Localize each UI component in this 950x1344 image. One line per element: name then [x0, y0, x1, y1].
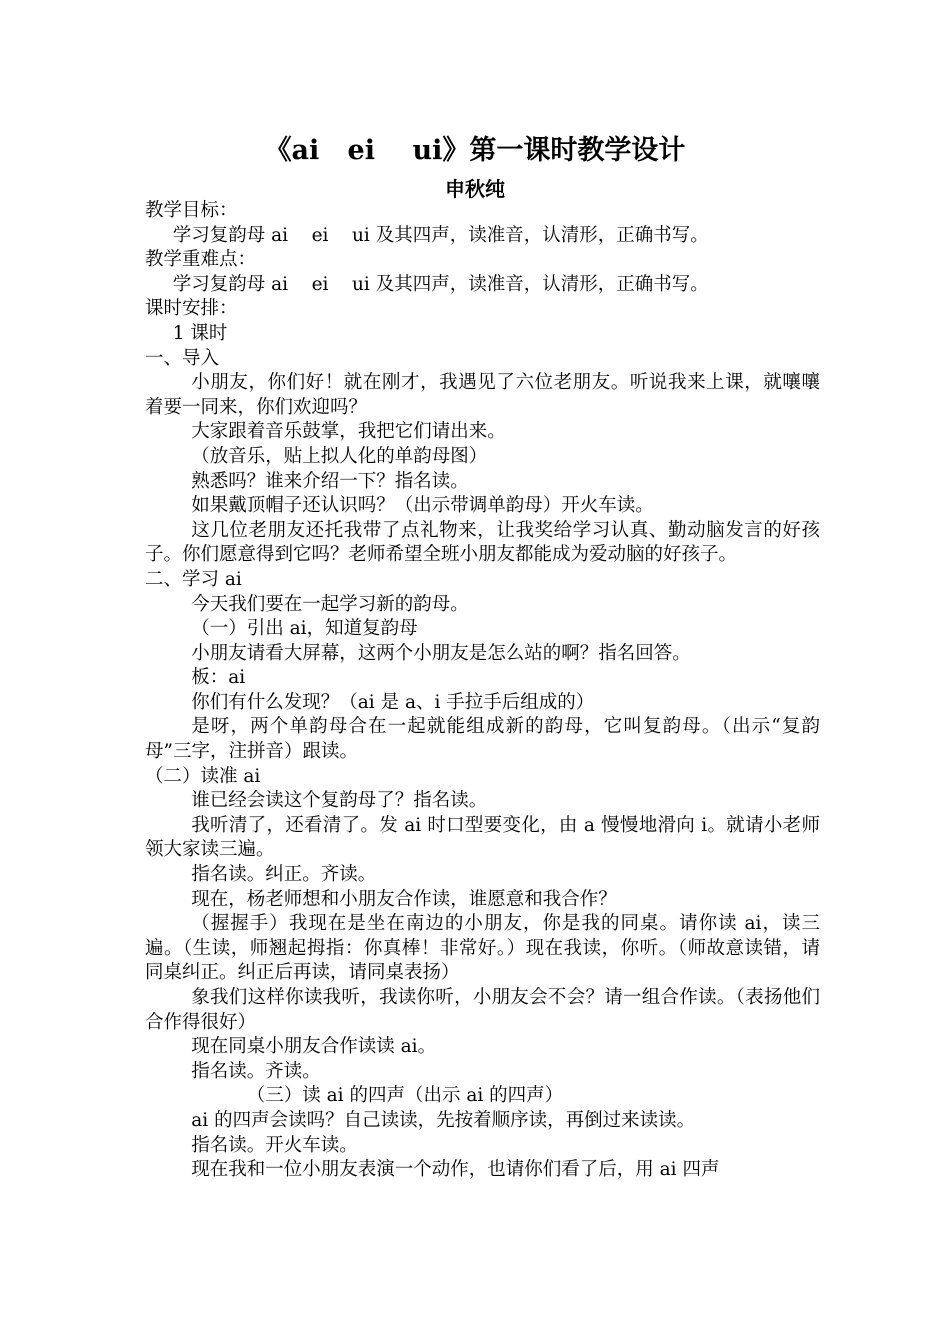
- paragraph: 象我们这样你读我听，我读你听，小朋友会不会？请一组合作读。（表扬他们合作得很好）: [145, 987, 820, 1033]
- paragraph: 现在，杨老师想和小朋友合作读，谁愿意和我合作？: [191, 888, 617, 910]
- paragraph: 谁已经会读这个复韵母了？指名读。: [191, 790, 488, 812]
- subsection-heading: （一）引出 ai，知道复韵母: [191, 618, 418, 640]
- document-body: [145, 199, 820, 1183]
- paragraph: 板：ai: [191, 667, 246, 689]
- paragraph: （放音乐，贴上拟人化的单韵母图）: [191, 445, 488, 467]
- paragraph: （握握手）我现在是坐在南边的小朋友，你是我的同桌。请你读 ai，读三遍。（生读，师翘起拇指：你真棒！非常好。）现在我读，你听。（师故意读错，请同桌纠正。纠正后再读，请同桌表扬）: [145, 913, 820, 984]
- paragraph: 小朋友，你们好！就在刚才，我遇见了六位老朋友。听说我来上课，就嚷嚷着要一同来，你们欢迎吗？: [145, 372, 820, 418]
- paragraph: 如果戴顶帽子还认识吗？（出示带调单韵母）开火车读。: [191, 495, 654, 517]
- section-heading: 教学重难点：: [145, 249, 257, 271]
- paragraph: 是呀，两个单韵母合在一起就能组成新的韵母，它叫复韵母。（出示“复韵母”三字，注拼音）跟读。: [145, 716, 820, 763]
- paragraph: 学习复韵母 ai ei ui 及其四声，读准音，认清形，正确书写。: [172, 273, 709, 295]
- paragraph: 学习复韵母 ai ei ui 及其四声，读准音，认清形，正确书写。: [172, 224, 709, 246]
- paragraph: 大家跟着音乐鼓掌，我把它们请出来。: [191, 421, 506, 443]
- paragraph: 指名读。开火车读。: [191, 1134, 358, 1156]
- section-heading: 教学目标：: [145, 200, 238, 221]
- paragraph: 这几位老朋友还托我带了点礼物来，让我奖给学习认真、勤动脑发言的好孩子。你们愿意得到它吗？老师希望全班小朋友都能成为爱动脑的好孩子。: [145, 519, 820, 566]
- paragraph: 今天我们要在一起学习新的韵母。: [191, 593, 469, 615]
- section-heading: 一、导入: [145, 347, 220, 369]
- paragraph: 现在我和一位小朋友表演一个动作，也请你们看了后，用 ai 四声: [191, 1159, 720, 1181]
- paragraph: 现在同桌小朋友合作读读 ai。: [191, 1036, 437, 1058]
- paragraph: ai 的四声会读吗？自己读读，先按着顺序读，再倒过来读读。: [191, 1109, 696, 1131]
- paragraph: 指名读。纠正。齐读。: [191, 864, 377, 886]
- author-name: 申秋纯: [445, 177, 505, 201]
- subsection-heading: （三）读 ai 的四声（出示 ai 的四声）: [246, 1085, 564, 1107]
- paragraph: 我听清了，还看清了。发 ai 时口型要变化，由 a 慢慢地滑向 i。就请小老师领大家读三遍。: [145, 814, 820, 861]
- document-title: 《ai ei ui》第一课时教学设计: [264, 135, 686, 166]
- paragraph: 熟悉吗？谁来介绍一下？指名读。: [191, 470, 469, 492]
- paragraph: 小朋友请看大屏幕，这两个小朋友是怎么站的啊？指名回答。: [191, 642, 691, 664]
- subsection-heading: （二）读准 ai: [145, 765, 261, 787]
- paragraph: 你们有什么发现？（ai 是 a、i 手拉手后组成的）: [191, 691, 595, 713]
- section-heading: 二、学习 ai: [145, 568, 242, 590]
- paragraph: 指名读。齐读。: [191, 1060, 321, 1082]
- section-heading: 课时安排：: [145, 298, 238, 320]
- paragraph: 1 课时: [172, 322, 228, 344]
